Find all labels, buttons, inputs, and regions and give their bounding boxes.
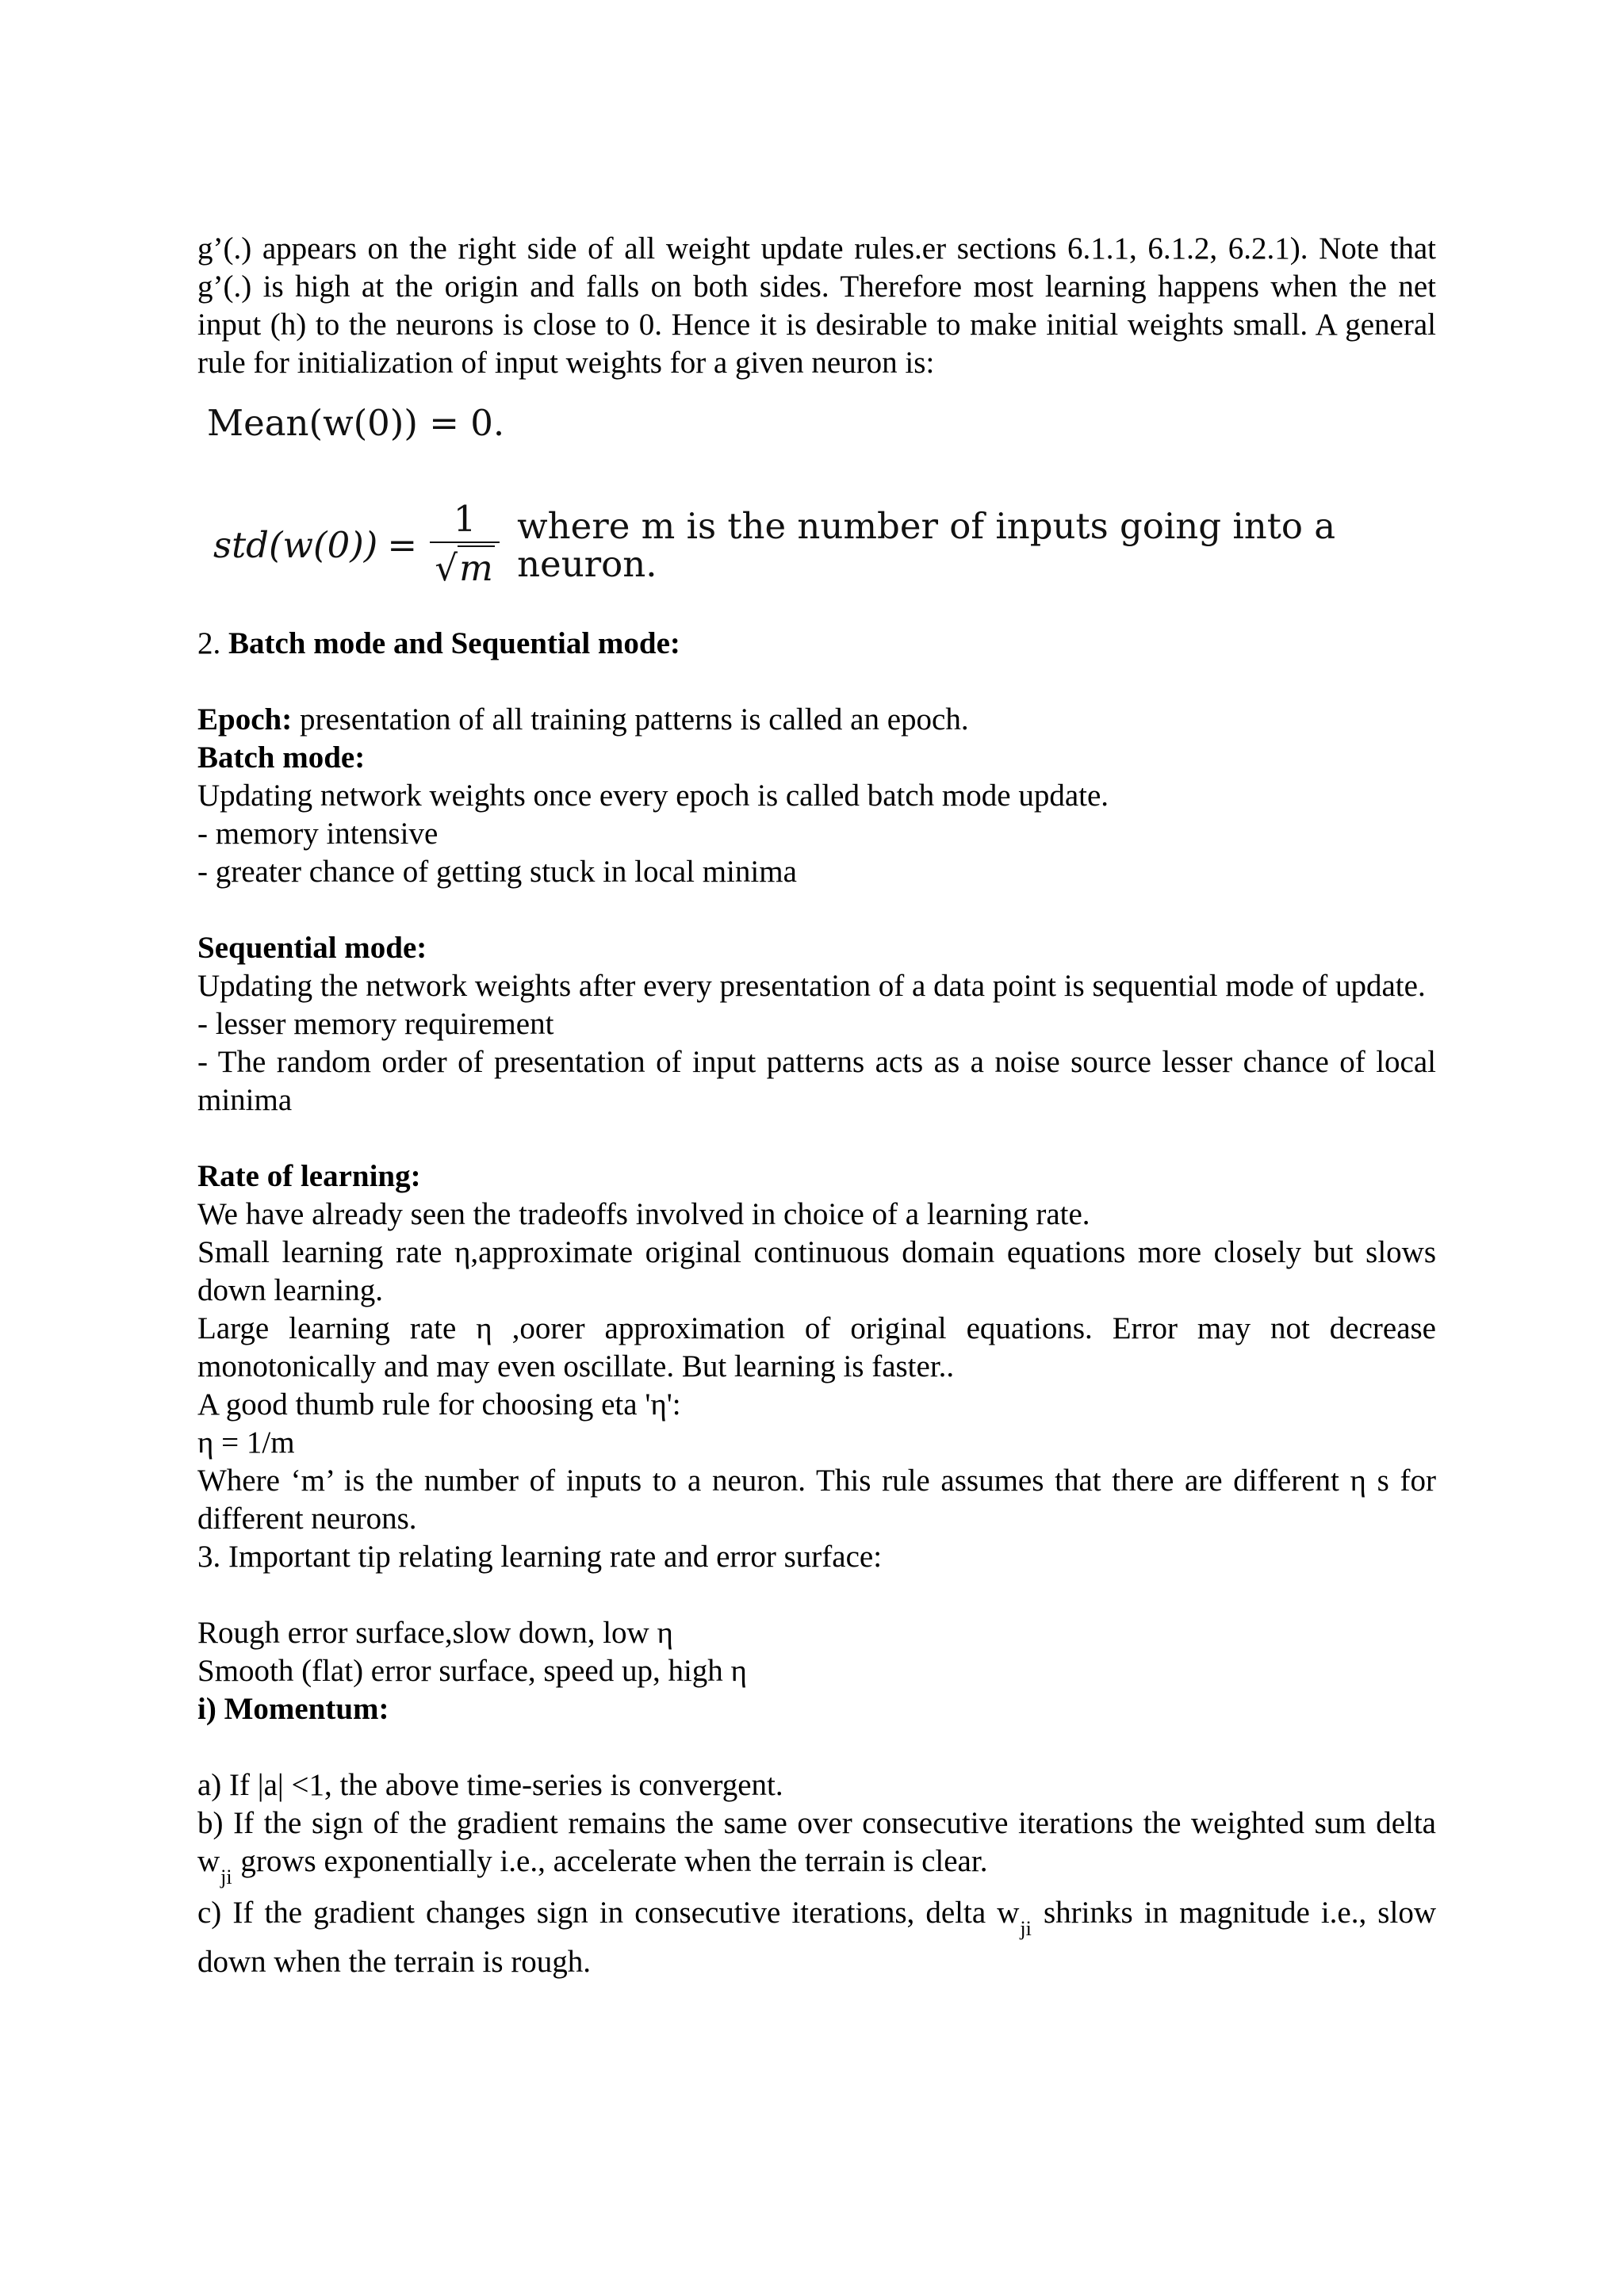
subscript-ji: ji <box>1020 1917 1032 1940</box>
intro-paragraph: g’(.) appears on the right side of all weight update rules.er sections 6.1.1, 6.1.2, 6.2.1). Note that g’(.) is high at the origin and falls on both sides. Therefore most learning happens when the net input (h) to the neurons is close to 0. Hence it is desirable to make initial weights small. A general rule for initialization of input weights for a given neuron is: <box>197 232 1436 380</box>
spacer <box>197 891 1436 929</box>
formula-std-description: where m is the number of inputs going into a neuron. <box>517 505 1336 585</box>
rate-line: η = 1/m <box>197 1425 295 1460</box>
rate-line: Where ‘m’ is the number of inputs to a neuron. This rule assumes that there are different η s for different neurons. <box>197 1464 1436 1536</box>
batch-mode-point: - greater chance of getting stuck in local minima <box>197 855 797 889</box>
rate-line: Large learning rate η ,oorer approximation of original equations. Error may not decrease monotonically and may even oscillate. But learning is faster.. <box>197 1311 1436 1383</box>
spacer <box>197 1119 1436 1158</box>
sequential-mode-heading: Sequential mode: <box>197 931 427 965</box>
square-root-symbol: √ <box>435 547 458 589</box>
section-2-number: 2. <box>197 626 228 660</box>
momentum-point-b-text: b) If the sign of the gradient remains the same over consecutive iterations the weighted sum delta w <box>197 1806 1436 1878</box>
spacer <box>197 663 1436 701</box>
rate-line: Small learning rate η,approximate original continuous domain equations more closely but slows down learning. <box>197 1235 1436 1307</box>
spacer <box>197 1728 1436 1766</box>
sequential-mode-point: - The random order of presentation of input patterns acts as a noise source lesser chance of local minima <box>197 1045 1436 1117</box>
subscript-ji: ji <box>220 1866 232 1888</box>
formula-std-equals: = <box>387 524 418 566</box>
momentum-heading: i) Momentum: <box>197 1692 389 1726</box>
formula-std-fraction <box>430 497 500 594</box>
rate-line: A good thumb rule for choosing eta 'η': <box>197 1387 681 1422</box>
section-2-heading <box>197 625 1436 663</box>
momentum-point-a: a) If |a| <1, the above time-series is convergent. <box>197 1768 783 1802</box>
epoch-term: Epoch: <box>197 702 293 737</box>
epoch-definition <box>197 701 1436 739</box>
spacer <box>197 1576 1436 1614</box>
rate-of-learning-heading: Rate of learning: <box>197 1159 421 1193</box>
momentum-point-c-text: shrinks in magnitude i.e., slow down when the terrain is rough. <box>197 1896 1436 1979</box>
momentum-point-b <box>197 1804 1436 1888</box>
formula-std-lhs: std(w(0)) <box>213 524 378 566</box>
page-content <box>197 230 1436 1987</box>
momentum-point-c-text: c) If the gradient changes sign in consecutive iterations, delta w <box>197 1896 1020 1930</box>
formula-std-numerator: 1 <box>453 498 477 540</box>
error-surface-tip: Smooth (flat) error surface, speed up, high η <box>197 1654 747 1688</box>
batch-mode-point: - memory intensive <box>197 817 439 851</box>
spacer <box>197 601 1436 625</box>
formula-std <box>213 490 1436 601</box>
section-2-title: Batch mode and Sequential mode: <box>228 626 680 660</box>
formula-mean: Mean(w(0)) = 0. <box>207 402 505 444</box>
epoch-text: presentation of all training patterns is called an epoch. <box>292 702 969 737</box>
sequential-mode-point: - lesser memory requirement <box>197 1007 554 1041</box>
sequential-mode-description: Updating the network weights after every presentation of a data point is sequential mode of update. <box>197 969 1426 1003</box>
batch-mode-heading: Batch mode: <box>197 740 366 775</box>
momentum-point-b-text: grows exponentially i.e., accelerate when the terrain is clear. <box>232 1844 988 1878</box>
momentum-point-c <box>197 1888 1436 1987</box>
rate-line: We have already seen the tradeoffs involved in choice of a learning rate. <box>197 1197 1090 1231</box>
error-surface-tip: Rough error surface,slow down, low η <box>197 1616 673 1650</box>
batch-mode-description: Updating network weights once every epoch is called batch mode update. <box>197 779 1109 813</box>
rate-line: 3. Important tip relating learning rate and error surface: <box>197 1540 883 1574</box>
formula-std-denominator <box>435 543 494 594</box>
formula-std-radicand: m <box>459 547 493 589</box>
